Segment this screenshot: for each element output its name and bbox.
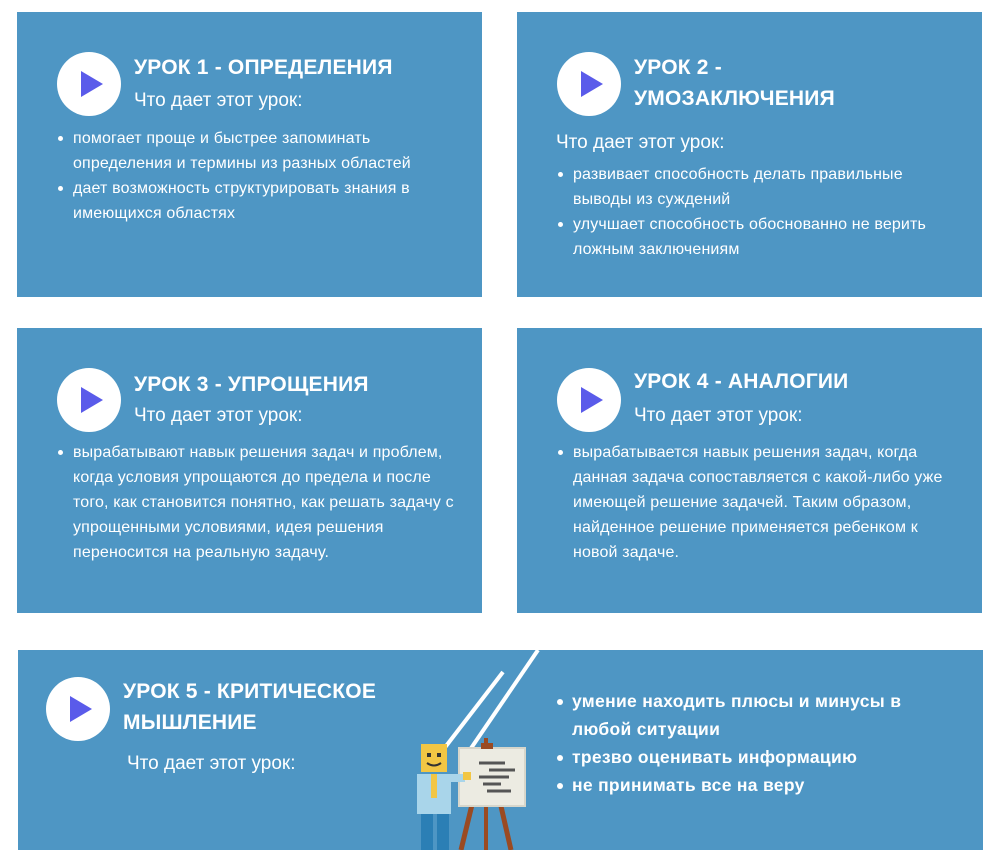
benefits-list	[555, 687, 955, 799]
lesson-title: УРОК 1 - ОПРЕДЕЛЕНИЯ	[134, 56, 393, 79]
benefits-list	[56, 440, 461, 565]
lesson-subtitle: Что дает этот урок:	[634, 405, 803, 426]
list-item: помогает проще и быстрее запоминать определения и термины из разных областей	[56, 126, 461, 176]
lesson-title-line1: УРОК 5 - КРИТИЧЕСКОЕ	[123, 680, 377, 703]
play-icon	[557, 52, 621, 116]
lesson-title-line2: УМОЗАКЛЮЧЕНИЯ	[634, 87, 835, 110]
list-item: вырабатывается навык решения задач, когда данная задача сопоставляется с какой-либо уже имеющей решение задачей. Таким образом, найденное решение применяется ребенком к новой задаче.	[556, 440, 961, 565]
list-item: дает возможность структурировать знания в имеющихся областях	[56, 176, 461, 226]
lesson-title: УРОК 4 - АНАЛОГИИ	[634, 370, 849, 393]
benefits-list	[56, 126, 461, 226]
lesson-title-line2: МЫШЛЕНИЕ	[123, 711, 257, 734]
lesson-title-line1: УРОК 2 -	[634, 56, 722, 79]
lesson-card-1	[17, 12, 482, 297]
lesson-subtitle: Что дает этот урок:	[556, 132, 725, 153]
lesson-card-4	[517, 328, 982, 613]
play-button[interactable]	[557, 368, 621, 432]
list-item: умение находить плюсы и минусы в любой ситуации	[555, 687, 955, 743]
list-item: развивает способность делать правильные выводы из суждений	[556, 162, 961, 212]
lesson-subtitle: Что дает этот урок:	[127, 753, 296, 774]
list-item: улучшает способность обоснованно не верить ложным заключениям	[556, 212, 961, 262]
list-item: вырабатывают навык решения задач и проблем, когда условия упрощаются до предела и после того, как становится понятно, как решать задачу с упрощенными условиями, идея решения переносится на реальную задачу.	[56, 440, 461, 565]
play-button[interactable]	[46, 677, 110, 741]
teacher-illustration	[383, 650, 553, 850]
list-item: не принимать все на веру	[555, 771, 955, 799]
benefits-list	[556, 440, 961, 565]
play-icon	[46, 677, 110, 741]
play-button[interactable]	[57, 368, 121, 432]
list-item: трезво оценивать информацию	[555, 743, 955, 771]
lesson-subtitle: Что дает этот урок:	[134, 405, 303, 426]
play-icon	[57, 52, 121, 116]
play-button[interactable]	[57, 52, 121, 116]
play-button[interactable]	[557, 52, 621, 116]
lesson-title: УРОК 3 - УПРОЩЕНИЯ	[134, 373, 369, 396]
lesson-subtitle: Что дает этот урок:	[134, 90, 303, 111]
lesson-card-2	[517, 12, 982, 297]
play-icon	[557, 368, 621, 432]
play-icon	[57, 368, 121, 432]
benefits-list	[556, 162, 961, 262]
lesson-card-3	[17, 328, 482, 613]
lesson-card-5	[18, 650, 983, 850]
